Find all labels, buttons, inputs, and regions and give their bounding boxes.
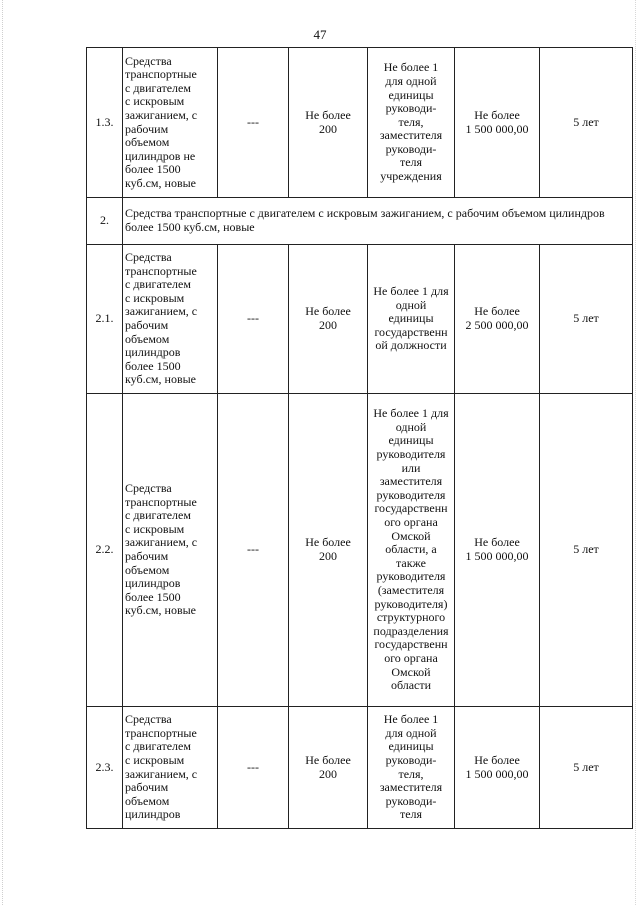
scan-edge-left [2,0,4,905]
row-number: 2.2. [87,394,123,707]
power-limit: Не более 200 [289,707,368,829]
service-term: 5 лет [540,245,633,394]
empty-value: --- [218,48,289,198]
price-limit: Не более 1 500 000,00 [455,394,540,707]
empty-value: --- [218,707,289,829]
power-limit: Не более 200 [289,245,368,394]
quantity-condition: Не более 1 для одной единицы руководи- теля, заместителя руководи- теля [368,707,455,829]
quantity-condition: Не более 1 для одной единицы руководи- теля, заместителя руководи- теля учреждения [368,48,455,198]
table-row [87,245,633,394]
service-term: 5 лет [540,48,633,198]
scan-edge-right [635,0,637,905]
service-term: 5 лет [540,394,633,707]
item-name: Средства транспортные с двигателем с искровым зажиганием, с рабочим объемом цилиндров более 1500 куб.см, новые [123,245,218,394]
row-number: 2.1. [87,245,123,394]
empty-value: --- [218,394,289,707]
section-title: Средства транспортные с двигателем с искровым зажиганием, с рабочим объемом цилиндров более 1500 куб.см, новые [123,198,633,245]
item-name: Средства транспортные с двигателем с искровым зажиганием, с рабочим объемом цилиндров [123,707,218,829]
table-row [87,394,633,707]
row-number: 2.3. [87,707,123,829]
power-limit: Не более 200 [289,48,368,198]
item-name: Средства транспортные с двигателем с искровым зажиганием, с рабочим объемом цилиндров более 1500 куб.см, новые [123,394,218,707]
table-row [87,707,633,829]
service-term: 5 лет [540,707,633,829]
section-number: 2. [87,198,123,245]
section-row [87,198,633,245]
page-number: 47 [313,27,327,42]
price-limit: Не более 2 500 000,00 [455,245,540,394]
power-limit: Не более 200 [289,394,368,707]
quantity-condition: Не более 1 для одной единицы руководителя или заместителя руководителя государственн ого органа Омской области, а также руководителя (заместителя руководителя) структурного подразделения государственн ого органа Омской области [368,394,455,707]
price-limit: Не более 1 500 000,00 [455,707,540,829]
row-number: 1.3. [87,48,123,198]
price-limit: Не более 1 500 000,00 [455,48,540,198]
requirements-table [86,47,633,829]
empty-value: --- [218,245,289,394]
quantity-condition: Не более 1 для одной единицы государственн ой должности [368,245,455,394]
item-name: Средства транспортные с двигателем с искровым зажиганием, с рабочим объемом цилиндров не более 1500 куб.см, новые [123,48,218,198]
table-row [87,48,633,198]
